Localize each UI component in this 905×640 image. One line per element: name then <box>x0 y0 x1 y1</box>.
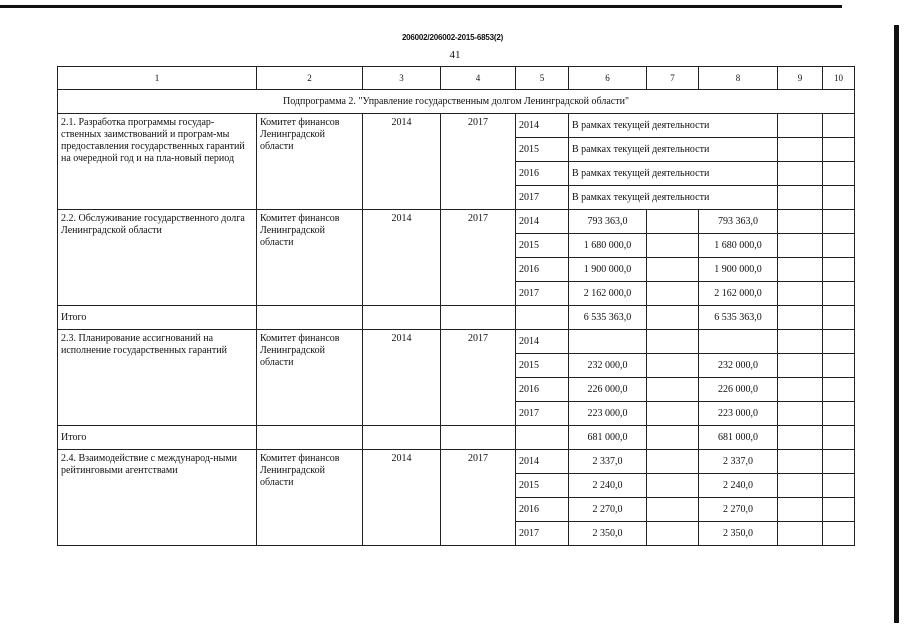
page-number: 41 <box>449 49 461 61</box>
empty-cell <box>647 234 699 258</box>
empty-cell <box>778 354 823 378</box>
start-year: 2014 <box>363 330 441 426</box>
total-amount: 226 000,0 <box>569 378 647 402</box>
funding-note: В рамках текущей деятельности <box>569 138 778 162</box>
col-header-3: 3 <box>363 67 441 90</box>
empty-cell <box>441 306 516 330</box>
empty-cell <box>823 258 855 282</box>
empty-cell <box>647 426 699 450</box>
empty-cell <box>778 402 823 426</box>
empty-cell <box>647 330 699 354</box>
empty-cell <box>823 306 855 330</box>
empty-cell <box>647 306 699 330</box>
empty-cell <box>778 522 823 546</box>
year-cell: 2015 <box>516 474 569 498</box>
year-cell: 2016 <box>516 378 569 402</box>
subprogram-row <box>58 90 855 114</box>
total-amount: 793 363,0 <box>569 210 647 234</box>
total-row <box>58 426 855 450</box>
total-label: Итого <box>58 306 257 330</box>
regional-amount: 681 000,0 <box>699 426 778 450</box>
regional-amount: 793 363,0 <box>699 210 778 234</box>
funding-note: В рамках текущей деятельности <box>569 186 778 210</box>
year-cell: 2017 <box>516 402 569 426</box>
activity-title: 2.2. Обслуживание государственного долга Ленинградской области <box>58 210 257 306</box>
empty-cell <box>778 450 823 474</box>
end-year: 2017 <box>441 330 516 426</box>
year-cell: 2014 <box>516 450 569 474</box>
empty-cell <box>823 162 855 186</box>
empty-cell <box>778 474 823 498</box>
empty-cell <box>823 402 855 426</box>
empty-cell <box>363 426 441 450</box>
empty-cell <box>647 522 699 546</box>
table-row <box>58 330 855 354</box>
end-year: 2017 <box>441 114 516 210</box>
year-cell: 2017 <box>516 186 569 210</box>
activity-title: 2.1. Разработка программы государ-ственных заимствований и програм-мы предоставления государственных гарантий на очередной год и на пла-новый период <box>58 114 257 210</box>
empty-cell <box>778 114 823 138</box>
year-cell: 2016 <box>516 162 569 186</box>
empty-cell <box>647 282 699 306</box>
empty-cell <box>257 306 363 330</box>
regional-amount: 6 535 363,0 <box>699 306 778 330</box>
activity-title: 2.4. Взаимодействие с международ-ными рейтинговыми агентствами <box>58 450 257 546</box>
activity-title: 2.3. Планирование ассигнований на исполнение государственных гарантий <box>58 330 257 426</box>
regional-amount: 2 337,0 <box>699 450 778 474</box>
year-cell: 2014 <box>516 210 569 234</box>
col-header-2: 2 <box>257 67 363 90</box>
empty-cell <box>647 210 699 234</box>
empty-cell <box>647 378 699 402</box>
col-header-1: 1 <box>58 67 257 90</box>
program-table <box>57 66 855 546</box>
empty-cell <box>363 306 441 330</box>
empty-cell <box>823 210 855 234</box>
col-header-10: 10 <box>823 67 855 90</box>
empty-cell <box>778 138 823 162</box>
col-header-7: 7 <box>647 67 699 90</box>
empty-cell <box>778 258 823 282</box>
column-number-row <box>58 67 855 90</box>
col-header-8: 8 <box>699 67 778 90</box>
year-cell: 2014 <box>516 330 569 354</box>
empty-cell <box>647 450 699 474</box>
empty-cell <box>647 498 699 522</box>
empty-cell <box>823 450 855 474</box>
regional-amount: 223 000,0 <box>699 402 778 426</box>
total-amount: 2 162 000,0 <box>569 282 647 306</box>
empty-cell <box>823 522 855 546</box>
empty-cell <box>516 426 569 450</box>
total-amount: 1 680 000,0 <box>569 234 647 258</box>
total-amount: 223 000,0 <box>569 402 647 426</box>
top-rule <box>0 5 842 8</box>
year-cell: 2015 <box>516 354 569 378</box>
executor: Комитет финансов Ленинградской области <box>257 210 363 306</box>
empty-cell <box>823 138 855 162</box>
regional-amount: 1 900 000,0 <box>699 258 778 282</box>
year-cell: 2016 <box>516 498 569 522</box>
total-amount <box>569 330 647 354</box>
start-year: 2014 <box>363 210 441 306</box>
empty-cell <box>778 306 823 330</box>
start-year: 2014 <box>363 114 441 210</box>
empty-cell <box>823 234 855 258</box>
col-header-5: 5 <box>516 67 569 90</box>
empty-cell <box>823 186 855 210</box>
total-row <box>58 306 855 330</box>
empty-cell <box>778 210 823 234</box>
year-cell: 2017 <box>516 282 569 306</box>
empty-cell <box>647 474 699 498</box>
table-row <box>58 114 855 138</box>
regional-amount: 2 162 000,0 <box>699 282 778 306</box>
empty-cell <box>257 426 363 450</box>
empty-cell <box>823 354 855 378</box>
total-label: Итого <box>58 426 257 450</box>
end-year: 2017 <box>441 450 516 546</box>
empty-cell <box>823 498 855 522</box>
year-cell: 2016 <box>516 258 569 282</box>
total-amount: 2 240,0 <box>569 474 647 498</box>
empty-cell <box>778 498 823 522</box>
total-amount: 2 270,0 <box>569 498 647 522</box>
total-amount: 2 337,0 <box>569 450 647 474</box>
year-cell: 2017 <box>516 522 569 546</box>
empty-cell <box>778 426 823 450</box>
empty-cell <box>823 282 855 306</box>
empty-cell <box>778 282 823 306</box>
empty-cell <box>441 426 516 450</box>
empty-cell <box>778 330 823 354</box>
col-header-4: 4 <box>441 67 516 90</box>
empty-cell <box>647 354 699 378</box>
document-id: 206002/206002-2015-6853(2) <box>401 33 504 42</box>
year-cell: 2015 <box>516 234 569 258</box>
subprogram-title: Подпрограмма 2. "Управление государственным долгом Ленинградской области" <box>58 90 855 114</box>
regional-amount: 1 680 000,0 <box>699 234 778 258</box>
regional-amount: 232 000,0 <box>699 354 778 378</box>
total-amount: 232 000,0 <box>569 354 647 378</box>
empty-cell <box>823 474 855 498</box>
regional-amount: 2 270,0 <box>699 498 778 522</box>
table-row <box>58 210 855 234</box>
executor: Комитет финансов Ленинградской области <box>257 450 363 546</box>
end-year: 2017 <box>441 210 516 306</box>
start-year: 2014 <box>363 450 441 546</box>
empty-cell <box>778 378 823 402</box>
regional-amount: 226 000,0 <box>699 378 778 402</box>
regional-amount <box>699 330 778 354</box>
col-header-6: 6 <box>569 67 647 90</box>
col-header-9: 9 <box>778 67 823 90</box>
year-cell: 2014 <box>516 114 569 138</box>
total-amount: 681 000,0 <box>569 426 647 450</box>
executor: Комитет финансов Ленинградской области <box>257 330 363 426</box>
executor: Комитет финансов Ленинградской области <box>257 114 363 210</box>
regional-amount: 2 240,0 <box>699 474 778 498</box>
regional-amount: 2 350,0 <box>699 522 778 546</box>
empty-cell <box>647 258 699 282</box>
empty-cell <box>823 114 855 138</box>
empty-cell <box>823 378 855 402</box>
funding-note: В рамках текущей деятельности <box>569 162 778 186</box>
table-row <box>58 450 855 474</box>
empty-cell <box>647 402 699 426</box>
total-amount: 2 350,0 <box>569 522 647 546</box>
empty-cell <box>778 162 823 186</box>
empty-cell <box>516 306 569 330</box>
empty-cell <box>778 234 823 258</box>
total-amount: 6 535 363,0 <box>569 306 647 330</box>
empty-cell <box>823 330 855 354</box>
year-cell: 2015 <box>516 138 569 162</box>
scan-edge-bar <box>894 25 899 623</box>
empty-cell <box>778 186 823 210</box>
total-amount: 1 900 000,0 <box>569 258 647 282</box>
funding-note: В рамках текущей деятельности <box>569 114 778 138</box>
empty-cell <box>823 426 855 450</box>
